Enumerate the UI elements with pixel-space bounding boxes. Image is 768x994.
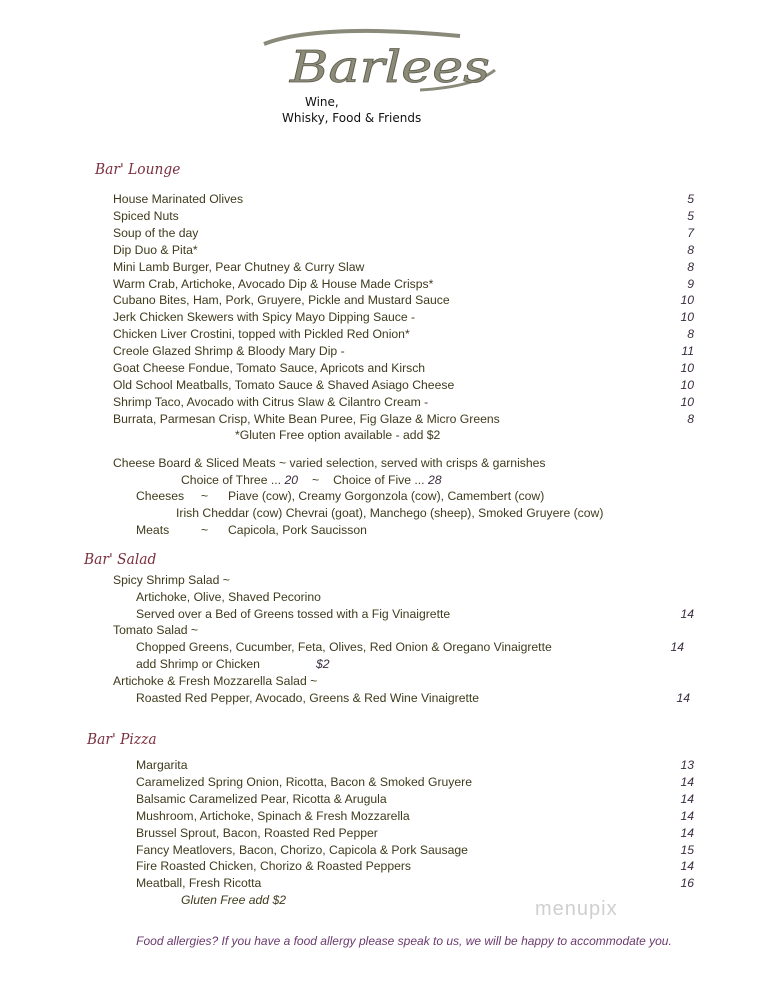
cheese-choice-three [181,473,298,487]
pizza-item-price: 14 [680,791,694,806]
menu-item-name: Dip Duo & Pita* [113,242,198,257]
salad-item-price: 14 [670,640,684,655]
pizza-item-name: Balsamic Caramelized Pear, Ricotta & Arugula [136,791,387,806]
menu-item-name: Soup of the day [113,225,199,240]
choice-label: Choice of Five ... [333,473,425,487]
menu-item-price: 10 [680,293,694,308]
cheeses-label: Cheeses [136,489,185,503]
salad-item-price: 14 [676,690,690,705]
cheese-board-title: Cheese Board & Sliced Meats ~ varied selection, served with crisps & garnishes [113,456,546,470]
section-heading-lounge: Bar' Lounge [95,160,181,178]
barlees-logo [250,22,520,132]
pizza-item-name: Mushroom, Artichoke, Spinach & Fresh Mozzarella [136,808,410,823]
price: 20 [284,473,298,487]
menu-item-price: 8 [687,411,694,426]
cheese-choices [181,472,442,489]
price: 28 [427,473,442,487]
tilde: ~ [201,489,209,503]
menu-item-name: Cubano Bites, Ham, Pork, Gruyere, Pickle and Mustard Sauce [113,293,450,308]
salad-item-line: add Shrimp or Chicken [136,657,260,671]
salad-item-line: Tomato Salad ~ [113,623,199,638]
menu-item-name: Creole Glazed Shrimp & Bloody Mary Dip - [113,344,345,359]
logo-line-1: Wine, [305,95,339,109]
pizza-item-name: Fire Roasted Chicken, Chorizo & Roasted Peppers [136,859,412,874]
pizza-gluten-note: Gluten Free add $2 [181,893,287,907]
pizza-item-name: Caramelized Spring Onion, Ricotta, Bacon & Smoked Gruyere [136,774,472,789]
allergy-footer: Food allergies? If you have a food allergy please speak to us, we will be happy to accommodate you. [136,934,672,948]
pizza-item-price: 15 [680,842,694,857]
menu-item-name: House Marinated Olives [113,192,244,206]
menu-item-name: Burrata, Parmesan Crisp, White Bean Puree, Fig Glaze & Micro Greens [113,411,500,426]
salad-item-line: Artichoke & Fresh Mozzarella Salad ~ [113,673,318,688]
pizza-item-name: Fancy Meatlovers, Bacon, Chorizo, Capicola & Pork Sausage [136,842,468,857]
salad-item-line: Roasted Red Pepper, Avocado, Greens & Red Wine Vinaigrette [136,690,480,705]
pizza-item-price: 16 [680,876,694,891]
menu-item-price: 8 [687,327,694,342]
pizza-item-price: 13 [680,758,694,772]
salad-item-line: Served over a Bed of Greens tossed with a Fig Vinaigrette [136,606,451,621]
menu-item-price: 10 [680,394,694,409]
menu-item-name: Mini Lamb Burger, Pear Chutney & Curry Slaw [113,259,365,274]
pizza-item-price: 14 [680,774,694,789]
tilde: ~ [201,523,209,537]
salad-item-price: 14 [680,606,694,621]
menu-item-price: 8 [687,242,694,257]
menu-item-name: Old School Meatballs, Tomato Sauce & Shaved Asiago Cheese [113,377,455,392]
menu-item-name: Chicken Liver Crostini, topped with Pickled Red Onion* [113,327,410,342]
meats-list: Capicola, Pork Saucisson [228,523,367,537]
section-heading-pizza: Bar' Pizza [87,730,157,748]
menu-item-price: 7 [687,225,694,240]
cheeses-list-2: Irish Cheddar (cow) Chevrai (goat), Manchego (sheep), Smoked Gruyere (cow) [176,506,604,520]
logo-line-2: Whisky, Food & Friends [282,111,422,125]
pizza-item-price: 14 [680,859,694,874]
pizza-item-name: Brussel Sprout, Bacon, Roasted Red Pepper [136,825,378,840]
salad-item-line: Artichoke, Olive, Shaved Pecorino [136,589,321,604]
pizza-item-price: 14 [680,825,694,840]
menu-item-name: Shrimp Taco, Avocado with Citrus Slaw & Cilantro Cream - [113,394,429,409]
tilde: ~ [312,473,320,487]
menu-item-price: 9 [687,276,694,291]
choice-label: Choice of Three ... [181,473,282,487]
menu-item-name: Warm Crab, Artichoke, Avocado Dip & House Made Crisps* [113,276,434,291]
section-heading-salad: Bar' Salad [84,550,157,568]
menu-item-price: 8 [687,259,694,274]
menu-item-name: Jerk Chicken Skewers with Spicy Mayo Dipping Sauce - [113,310,416,325]
salad-item-line: Chopped Greens, Cucumber, Feta, Olives, Red Onion & Oregano Vinaigrette [136,640,552,655]
menu-item-price: 10 [680,377,694,392]
menu-item-name: Spiced Nuts [113,208,179,223]
pizza-item-name: Margarita [136,758,188,772]
gluten-free-note: *Gluten Free option available - add $2 [235,428,441,442]
logo-name: Barlees [288,42,490,93]
salad-item-line: Spicy Shrimp Salad ~ [113,573,230,587]
meats-label: Meats [136,523,170,537]
menu-item-price: 10 [680,310,694,325]
salad-addon-price: $2 [316,657,330,671]
menu-item-price: 11 [681,344,694,359]
pizza-item-price: 14 [680,808,694,823]
pizza-item-name: Meatball, Fresh Ricotta [136,876,262,891]
menu-item-name: Goat Cheese Fondue, Tomato Sauce, Apricots and Kirsch [113,361,426,375]
cheeses-list-1: Piave (cow), Creamy Gorgonzola (cow), Camembert (cow) [228,489,545,503]
menu-item-price: 5 [687,208,694,223]
menu-item-price: 5 [687,192,694,206]
cheese-choice-five [333,473,441,487]
watermark: menupix [535,898,618,920]
menu-item-price: 10 [680,361,694,375]
